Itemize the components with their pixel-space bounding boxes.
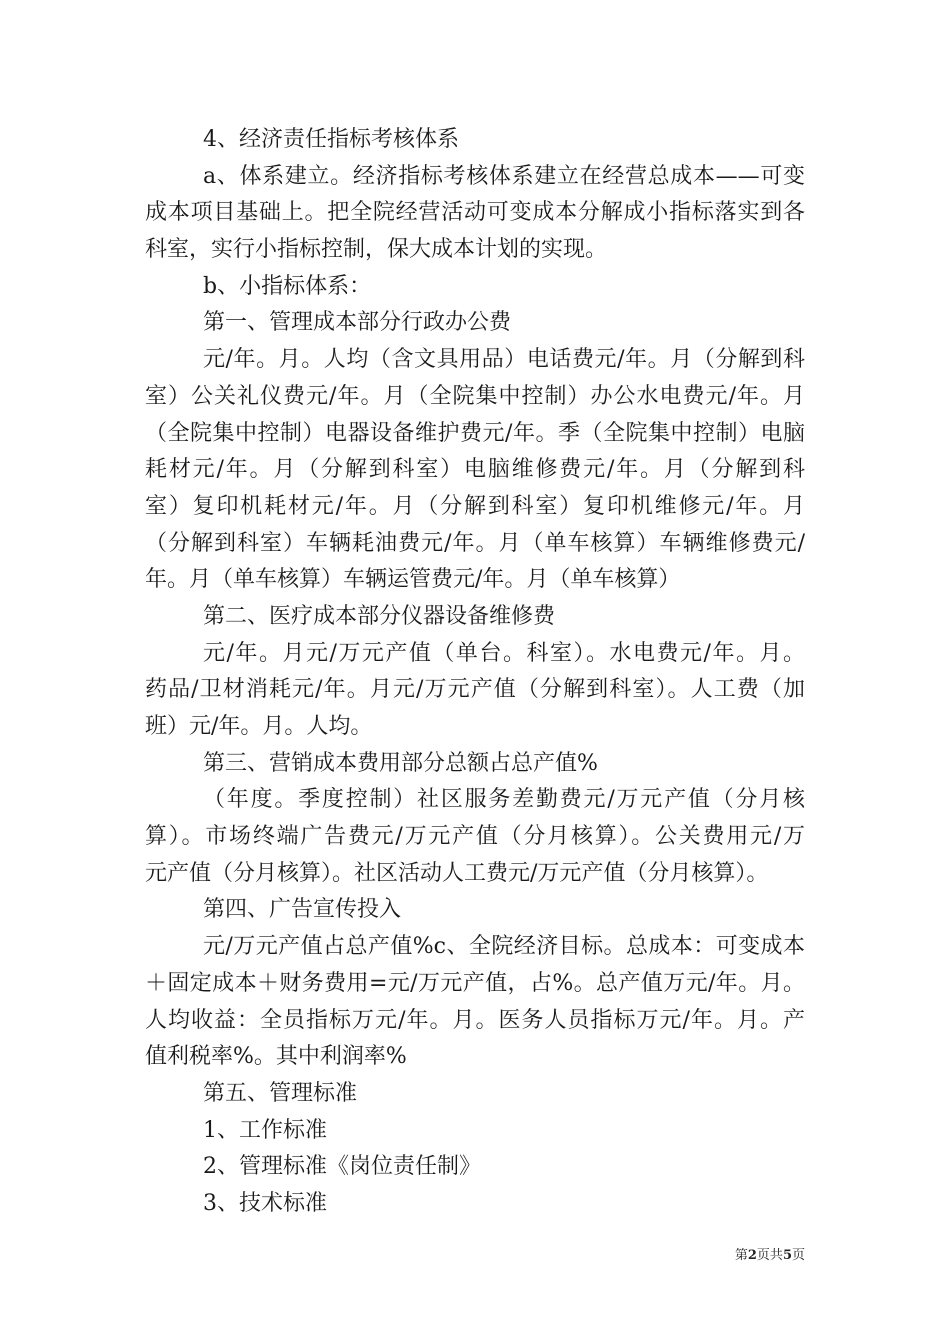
text-line: 药品/卫材消耗元/年。月元/万元产值（分解到科室）。人工费（加: [145, 677, 805, 703]
text-line: 年。月（单车核算）车辆运管费元/年。月（单车核算）: [145, 567, 681, 593]
document-body: [145, 122, 805, 1223]
heading-section-3: [145, 746, 805, 783]
text-line: 成本项目基础上。把全院经营活动可变成本分解成小指标落实到各: [145, 200, 805, 226]
paragraph-advertising-targets: [145, 929, 805, 1076]
heading-section-1: [145, 305, 805, 342]
list-item-technical-standard: [145, 1186, 805, 1223]
text-line: （年度。季度控制）社区服务差勤费元/万元产值（分月核: [203, 787, 805, 813]
paragraph-system-establishment: [145, 159, 805, 269]
text-line: （全院集中控制）电器设备维护费元/年。季（全院集中控制）电脑: [145, 420, 805, 446]
footer-middle: 页共: [756, 1248, 783, 1263]
text-line: 第二、医疗成本部分仪器设备维修费: [203, 603, 556, 629]
paragraph-management-costs: [145, 342, 805, 599]
text-line: 2、管理标准《岗位责任制》: [203, 1154, 481, 1180]
text-line: 人均收益：全员指标万元/年。月。医务人员指标万元/年。月。产: [145, 1007, 805, 1033]
text-line: 室）复印机耗材元/年。月（分解到科室）复印机维修元/年。月: [145, 493, 805, 519]
current-page-number: 2: [747, 1248, 757, 1263]
text-line: 室）公关礼仪费元/年。月（全院集中控制）办公水电费元/年。月: [145, 383, 805, 409]
text-line: 第三、营销成本费用部分总额占总产值%: [203, 750, 598, 776]
text-line: 1、工作标准: [203, 1117, 327, 1143]
text-line: 班）元/年。月。人均。: [145, 714, 373, 739]
page-number-footer: [735, 1247, 805, 1265]
heading-4-economic-responsibility: [145, 122, 805, 159]
text-line: ＋固定成本＋财务费用=元/万元产值，占%。总产值万元/年。月。: [145, 970, 805, 996]
heading-section-5: [145, 1076, 805, 1113]
text-line: a、体系建立。经济指标考核体系建立在经营总成本——可变: [203, 163, 805, 189]
text-line: 值利税率%。其中利润率%: [145, 1044, 407, 1070]
text-line: 第五、管理标准: [203, 1080, 358, 1106]
text-line: 3、技术标准: [203, 1190, 327, 1216]
list-item-management-standard: [145, 1149, 805, 1186]
paragraph-medical-costs: [145, 636, 805, 746]
heading-section-4: [145, 892, 805, 929]
text-line: 元/年。月。人均（含文具用品）电话费元/年。月（分解到科: [203, 347, 805, 373]
text-line: 元/万元产值占总产值%c、全院经济目标。总成本：可变成本: [203, 934, 805, 960]
text-line: b、小指标体系：: [203, 273, 372, 299]
text-line: 第四、广告宣传投入: [203, 897, 402, 923]
total-page-count: 5: [782, 1248, 792, 1263]
footer-prefix: 第: [734, 1248, 748, 1263]
text-line: 第一、管理成本部分行政办公费: [203, 310, 512, 336]
text-line: 科室，实行小指标控制，保大成本计划的实现。: [145, 237, 608, 263]
text-line: （分解到科室）车辆耗油费元/年。月（单车核算）车辆维修费元/: [145, 530, 805, 556]
paragraph-marketing-costs: [145, 782, 805, 892]
list-item-work-standard: [145, 1113, 805, 1150]
heading-sub-indicator-system: [145, 269, 805, 306]
text-line: 4、经济责任指标考核体系: [203, 127, 459, 152]
text-line: 算）。市场终端广告费元/万元产值（分月核算）。公关费用元/万: [145, 824, 805, 850]
text-line: 元产值（分月核算）。社区活动人工费元/万元产值（分月核算）。: [145, 860, 769, 886]
footer-suffix: 页: [791, 1248, 805, 1263]
text-line: 元/年。月元/万元产值（单台。科室）。水电费元/年。月。: [203, 640, 805, 666]
text-line: 耗材元/年。月（分解到科室）电脑维修费元/年。月（分解到科: [145, 457, 805, 483]
heading-section-2: [145, 599, 805, 636]
